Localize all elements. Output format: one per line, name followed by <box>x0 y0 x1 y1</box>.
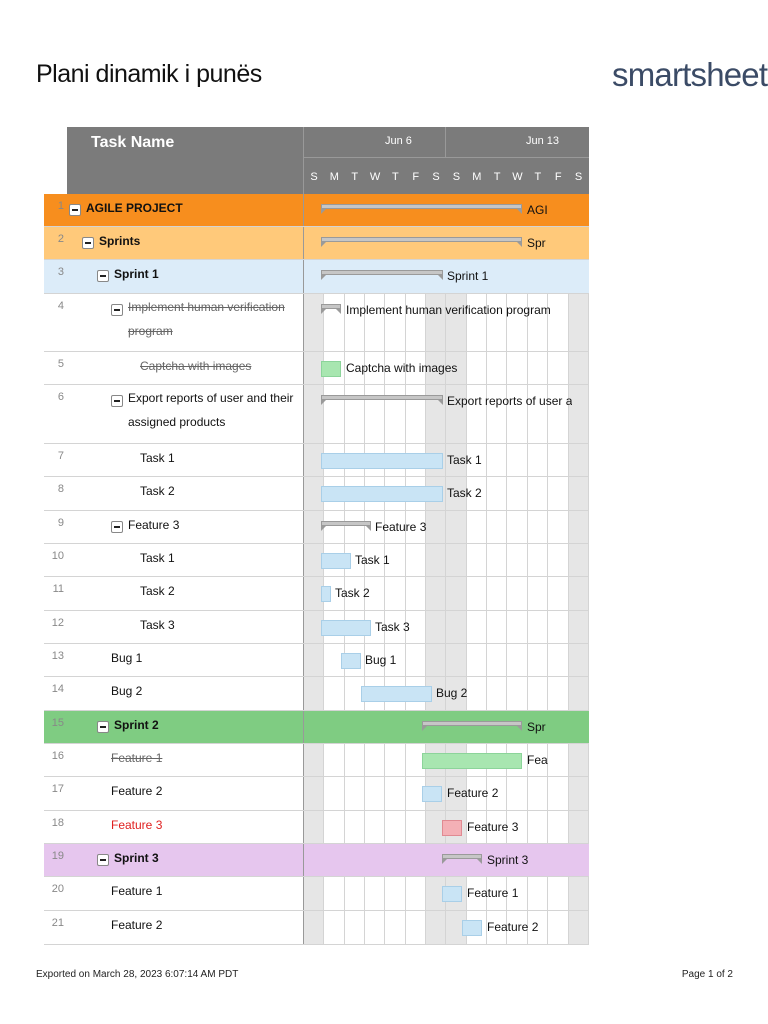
task-name-cell[interactable] <box>67 260 304 293</box>
table-row[interactable] <box>44 611 589 644</box>
bar-label: Task 1 <box>355 553 390 567</box>
gantt-day-cell <box>467 577 487 610</box>
row-number: 3 <box>57 266 64 278</box>
table-row[interactable] <box>44 260 589 294</box>
bar-label: Implement human verification program <box>346 303 551 317</box>
summary-bar[interactable] <box>321 395 443 409</box>
gantt-day-cell <box>548 777 568 810</box>
day-header: S <box>432 171 440 183</box>
gantt-day-cell <box>569 444 589 476</box>
gantt-day-cell <box>548 577 568 610</box>
gantt-day-cell <box>548 511 568 543</box>
gantt-day-cell <box>324 744 344 776</box>
gantt-day-cell <box>304 744 324 776</box>
bar-label: Sprint 1 <box>447 269 489 283</box>
table-row[interactable] <box>44 294 589 352</box>
row-number: 9 <box>57 517 64 529</box>
row-number: 7 <box>57 450 64 462</box>
table-row[interactable] <box>44 477 589 511</box>
task-name-label: Sprint 3 <box>114 851 159 865</box>
row-number: 13 <box>51 650 64 662</box>
gantt-day-cell <box>508 477 528 510</box>
table-row[interactable] <box>44 677 589 711</box>
task-name-label: Feature 1 <box>111 751 163 765</box>
week-divider <box>445 127 446 157</box>
collapse-icon[interactable] <box>69 204 81 216</box>
row-number: 19 <box>51 850 64 862</box>
task-name-cell[interactable] <box>67 911 304 944</box>
gantt-day-cell <box>324 385 344 443</box>
gantt-day-cell <box>467 644 487 676</box>
gantt-day-cell <box>528 877 548 910</box>
bar-label: Spr <box>527 720 546 734</box>
gantt-day-cell <box>528 511 548 543</box>
task-name-cell[interactable] <box>67 477 304 510</box>
summary-bar[interactable] <box>422 721 522 735</box>
gantt-day-cell <box>569 911 589 944</box>
gantt-day-cell <box>569 544 589 576</box>
gantt-day-cell <box>324 777 344 810</box>
gantt-day-cell <box>426 544 446 576</box>
day-header: M <box>472 171 482 183</box>
task-name-label: Captcha with images <box>140 359 252 373</box>
header-divider <box>303 127 304 194</box>
gantt-day-cell <box>528 611 548 643</box>
bar-label: Task 3 <box>375 620 410 634</box>
row-number: 14 <box>51 683 64 695</box>
table-row[interactable] <box>44 644 589 677</box>
gantt-day-cell <box>304 877 324 910</box>
task-name-label: Feature 2 <box>111 784 163 798</box>
task-name-cell[interactable] <box>67 711 304 743</box>
gantt-day-cell <box>426 611 446 643</box>
gantt-day-cell <box>365 877 385 910</box>
task-name-label: Implement human verification program <box>128 300 285 338</box>
bar-label: Feature 1 <box>467 886 519 900</box>
table-row[interactable] <box>44 577 589 611</box>
day-header: T <box>351 171 359 183</box>
page-number: Page 1 of 2 <box>681 969 733 980</box>
gantt-day-cell <box>304 294 324 351</box>
gantt-day-cell <box>569 294 589 351</box>
gantt-day-cell <box>467 611 487 643</box>
task-name-label: Task 1 <box>140 451 175 465</box>
task-bar[interactable] <box>321 620 371 636</box>
day-header: T <box>392 171 399 183</box>
bar-label: Bug 1 <box>365 653 397 667</box>
collapse-icon[interactable] <box>97 721 109 733</box>
gantt-day-cell <box>426 911 446 944</box>
gantt-day-cell <box>324 911 344 944</box>
gantt-day-cell <box>406 385 426 443</box>
gantt-day-cell <box>569 744 589 776</box>
gantt-day-cell <box>385 877 405 910</box>
gantt-day-cell <box>406 811 426 843</box>
task-name-cell[interactable] <box>67 352 304 384</box>
gantt-day-cell <box>324 294 344 351</box>
task-name-cell[interactable] <box>67 544 304 576</box>
task-name-cell[interactable] <box>67 227 304 259</box>
gantt-day-cell <box>365 385 385 443</box>
task-bar[interactable] <box>321 486 443 502</box>
task-name-label: Feature 3 <box>111 818 163 832</box>
row-number: 16 <box>51 750 64 762</box>
gantt-day-cell <box>345 877 365 910</box>
gantt-day-cell <box>569 611 589 643</box>
collapse-icon[interactable] <box>97 854 109 866</box>
table-row[interactable] <box>44 877 589 911</box>
week-date-label: Jun 13 <box>526 135 560 147</box>
gantt-day-cell <box>548 611 568 643</box>
task-bar[interactable] <box>442 820 462 836</box>
gantt-day-cell <box>487 544 507 576</box>
gantt-day-cell <box>324 677 344 710</box>
gantt-day-cell <box>508 644 528 676</box>
task-name-cell[interactable] <box>67 194 304 226</box>
gantt-day-cell <box>345 811 365 843</box>
gantt-day-cell <box>508 611 528 643</box>
gantt-day-cell <box>467 677 487 710</box>
summary-bar[interactable] <box>321 521 371 535</box>
gantt-day-cell <box>385 811 405 843</box>
gantt-day-cell <box>487 577 507 610</box>
day-header: T <box>493 171 501 183</box>
gantt-day-cell <box>528 677 548 710</box>
bar-label: Sprint 3 <box>487 853 529 867</box>
gantt-day-cell <box>324 877 344 910</box>
row-number: 15 <box>51 717 64 729</box>
task-name-cell[interactable] <box>67 611 304 643</box>
gantt-day-cell <box>487 644 507 676</box>
gantt-day-cell <box>528 644 548 676</box>
bar-label: Captcha with images <box>346 361 458 375</box>
gantt-day-cell <box>548 877 568 910</box>
bar-label: Task 2 <box>335 586 370 600</box>
day-header: S <box>574 171 583 183</box>
task-name-label: Bug 2 <box>111 684 143 698</box>
gantt-day-cell <box>528 544 548 576</box>
task-bar[interactable] <box>321 453 443 469</box>
task-name-label: Sprint 1 <box>114 267 159 281</box>
row-number: 11 <box>52 583 64 595</box>
task-name-label: Sprint 2 <box>114 718 159 732</box>
task-bar[interactable] <box>321 361 341 377</box>
gantt-day-cell <box>324 811 344 843</box>
header-hline <box>304 157 589 158</box>
task-name-label: Sprints <box>99 234 141 248</box>
gantt-day-cell <box>569 511 589 543</box>
table-row[interactable] <box>44 777 589 811</box>
gantt-day-cell <box>426 511 446 543</box>
gantt-day-cell <box>385 577 405 610</box>
table-row[interactable] <box>44 744 589 777</box>
gantt-day-cell <box>467 544 487 576</box>
table-row[interactable] <box>44 844 589 877</box>
week-date-label: Jun 6 <box>385 135 412 147</box>
task-name-label: Task 2 <box>140 484 175 498</box>
summary-bar[interactable] <box>321 304 341 318</box>
gantt-day-cell <box>508 677 528 710</box>
gantt-day-cell <box>569 577 589 610</box>
gantt-day-cell <box>385 911 405 944</box>
collapse-icon[interactable] <box>111 521 123 533</box>
gantt-day-cell <box>365 811 385 843</box>
gantt-day-cell <box>548 352 568 384</box>
gantt-day-cell <box>508 777 528 810</box>
gantt-day-cell <box>548 811 568 843</box>
table-row[interactable] <box>44 385 589 444</box>
task-bar[interactable] <box>422 753 522 769</box>
gantt-day-cell <box>467 352 487 384</box>
task-name-cell[interactable] <box>67 577 304 610</box>
gantt-day-cell <box>548 644 568 676</box>
gantt-day-cell <box>569 677 589 710</box>
row-number: 10 <box>51 550 64 562</box>
gantt-day-cell <box>345 744 365 776</box>
row-number: 17 <box>51 783 64 795</box>
task-bar[interactable] <box>321 586 331 602</box>
gantt-header <box>67 127 589 194</box>
bar-label: Feature 2 <box>487 920 539 934</box>
day-header: F <box>412 171 420 183</box>
summary-bar[interactable] <box>321 237 522 251</box>
task-name-cell[interactable] <box>67 811 304 843</box>
row-number: 2 <box>57 233 64 245</box>
bar-label: AGI <box>527 203 548 217</box>
task-name-cell[interactable] <box>67 844 304 876</box>
gantt-day-cell <box>487 352 507 384</box>
gantt-day-cell <box>365 911 385 944</box>
bar-label: Bug 2 <box>436 686 468 700</box>
task-bar[interactable] <box>422 786 442 802</box>
bar-label: Fea <box>527 753 548 767</box>
table-row[interactable] <box>44 352 589 385</box>
gantt-day-cell <box>508 511 528 543</box>
gantt-day-cell <box>528 577 548 610</box>
gantt-day-cell <box>446 644 466 676</box>
gantt-day-cell <box>365 777 385 810</box>
gantt-day-cell <box>528 444 548 476</box>
task-bar[interactable] <box>341 653 361 669</box>
row-number: 21 <box>51 917 64 929</box>
gantt-day-cell <box>304 644 324 676</box>
day-header: S <box>452 171 461 183</box>
row-number: 4 <box>57 300 64 312</box>
summary-bar[interactable] <box>321 204 522 218</box>
task-bar[interactable] <box>442 886 462 902</box>
gantt-day-cell <box>528 777 548 810</box>
gantt-day-cell <box>569 811 589 843</box>
task-name-cell[interactable] <box>67 644 304 676</box>
table-row[interactable] <box>44 444 589 477</box>
row-number: 1 <box>57 200 64 212</box>
task-name-label: Task 2 <box>140 584 175 598</box>
gantt-day-cell <box>528 352 548 384</box>
gantt-day-cell <box>406 544 426 576</box>
export-timestamp: Exported on March 28, 2023 6:07:14 AM PDT <box>36 969 239 980</box>
gantt-day-cell <box>487 444 507 476</box>
gantt-day-cell <box>528 811 548 843</box>
row-number: 5 <box>57 358 64 370</box>
gantt-day-cell <box>508 577 528 610</box>
task-name-label: AGILE PROJECT <box>86 201 183 215</box>
gantt-day-cell <box>385 744 405 776</box>
gantt-day-cell <box>426 644 446 676</box>
task-name-cell[interactable] <box>67 677 304 710</box>
task-bar[interactable] <box>361 686 432 702</box>
gantt-day-cell <box>304 777 324 810</box>
smartsheet-logo: smartsheet <box>612 56 768 93</box>
gantt-day-cell <box>487 477 507 510</box>
bar-label: Feature 3 <box>467 820 519 834</box>
row-number: 18 <box>51 817 64 829</box>
gantt-day-cell <box>345 777 365 810</box>
gantt-day-cell <box>385 777 405 810</box>
bar-label: Task 2 <box>447 486 482 500</box>
gantt-day-cell <box>467 511 487 543</box>
gantt-day-cell <box>345 385 365 443</box>
row-number: 8 <box>57 483 64 495</box>
bar-label: Export reports of user a <box>447 394 573 408</box>
task-name-cell[interactable] <box>67 444 304 476</box>
gantt-day-cell <box>569 877 589 910</box>
task-name-cell[interactable] <box>67 744 304 776</box>
gantt-day-cell <box>569 644 589 676</box>
task-name-label: Task 3 <box>140 618 175 632</box>
gantt-day-cell <box>548 294 568 351</box>
gantt-day-cell <box>548 744 568 776</box>
task-name-cell[interactable] <box>67 294 304 351</box>
row-number: 6 <box>57 391 64 403</box>
table-row[interactable] <box>44 811 589 844</box>
gantt-day-cell <box>487 611 507 643</box>
gantt-day-cell <box>508 444 528 476</box>
gantt-day-cell <box>304 385 324 443</box>
gantt-day-cell <box>508 352 528 384</box>
bar-label: Spr <box>527 236 546 250</box>
day-header: M <box>329 171 339 183</box>
summary-bar[interactable] <box>442 854 482 868</box>
task-name-label: Feature 3 <box>128 518 180 532</box>
gantt-day-cell <box>487 511 507 543</box>
table-row[interactable] <box>44 227 589 260</box>
gantt-day-cell <box>406 577 426 610</box>
gantt-day-cell <box>548 444 568 476</box>
gantt-day-cell <box>426 577 446 610</box>
table-row[interactable] <box>44 194 589 227</box>
day-header: T <box>534 171 542 183</box>
gantt-sheet <box>44 127 589 945</box>
day-header: S <box>310 171 318 183</box>
bar-label: Feature 2 <box>447 786 499 800</box>
gantt-day-cell <box>385 385 405 443</box>
gantt-day-cell <box>446 511 466 543</box>
gantt-day-cell <box>446 611 466 643</box>
gantt-day-cell <box>446 577 466 610</box>
task-name-label: Feature 1 <box>111 884 163 898</box>
gantt-day-cell <box>569 352 589 384</box>
summary-bar[interactable] <box>321 270 443 284</box>
bar-label: Task 1 <box>447 453 482 467</box>
gantt-day-cell <box>548 911 568 944</box>
gantt-day-cell <box>426 385 446 443</box>
collapse-icon[interactable] <box>97 270 109 282</box>
gantt-day-cell <box>548 477 568 510</box>
table-row[interactable] <box>44 911 589 945</box>
table-row[interactable] <box>44 511 589 544</box>
task-name-cell[interactable] <box>67 385 304 443</box>
task-name-cell[interactable] <box>67 511 304 543</box>
gantt-day-cell <box>304 911 324 944</box>
gantt-day-cell <box>406 911 426 944</box>
task-name-label: Feature 2 <box>111 918 163 932</box>
day-header: F <box>554 171 562 183</box>
row-number: 12 <box>51 617 64 629</box>
gantt-day-cell <box>304 811 324 843</box>
collapse-icon[interactable] <box>111 395 123 407</box>
task-name-label: Export reports of user and their assigned products <box>128 391 294 429</box>
task-name-label: Bug 1 <box>111 651 143 665</box>
day-header: W <box>369 171 381 183</box>
gantt-day-cell <box>548 677 568 710</box>
gantt-day-cell <box>406 877 426 910</box>
task-name-column-header[interactable]: Task Name <box>91 134 175 151</box>
gantt-day-cell <box>528 477 548 510</box>
collapse-icon[interactable] <box>111 304 123 316</box>
gantt-day-cell <box>569 477 589 510</box>
collapse-icon[interactable] <box>82 237 94 249</box>
gantt-day-cell <box>406 644 426 676</box>
gantt-day-cell <box>304 677 324 710</box>
task-name-label: Task 1 <box>140 551 175 565</box>
gantt-day-cell <box>548 544 568 576</box>
row-number: 20 <box>51 883 64 895</box>
day-header: W <box>512 171 523 183</box>
gantt-day-cell <box>345 911 365 944</box>
gantt-day-cell <box>487 677 507 710</box>
page-title: Plani dinamik i punës <box>36 60 262 88</box>
bar-label: Feature 3 <box>375 520 427 534</box>
task-name-cell[interactable] <box>67 877 304 910</box>
task-bar[interactable] <box>462 920 482 936</box>
table-row[interactable] <box>44 544 589 577</box>
table-row[interactable] <box>44 711 589 744</box>
task-name-cell[interactable] <box>67 777 304 810</box>
gantt-day-cell <box>508 544 528 576</box>
gantt-day-cell <box>569 777 589 810</box>
gantt-day-cell <box>446 544 466 576</box>
task-bar[interactable] <box>321 553 351 569</box>
gantt-day-cell <box>365 744 385 776</box>
